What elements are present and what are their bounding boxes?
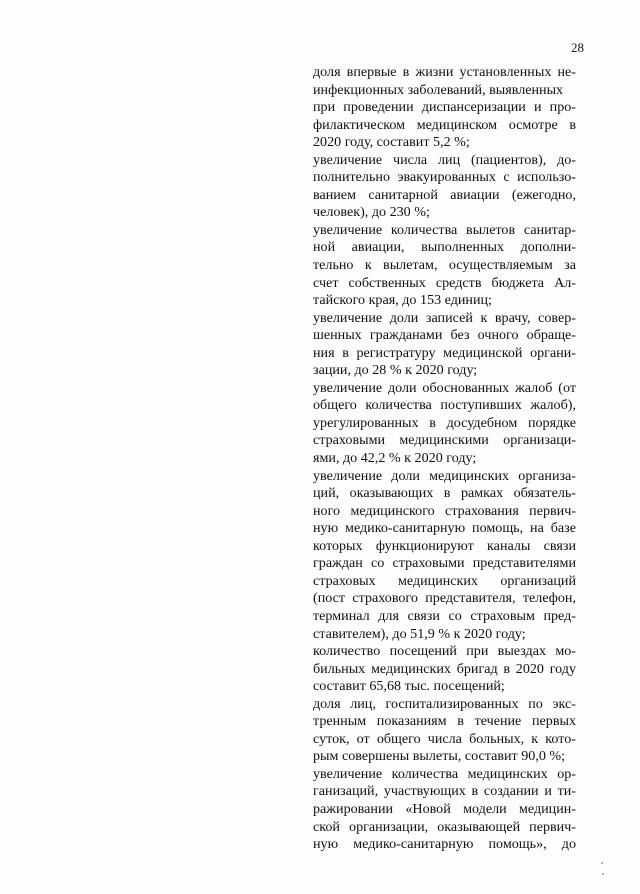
text-line: шенных гражданами без очного обраще- (313, 327, 576, 344)
text-line: страховыми медицинскими организаци- (313, 432, 576, 449)
text-line: составит 65,68 тыс. посещений; (313, 678, 505, 695)
text-line: ного медицинского страхования первич- (313, 502, 576, 519)
text-line: филактическом медицинском осмотре в (313, 116, 576, 133)
text-line: полнительно эвакуированных с использо- (313, 169, 576, 186)
text-line: доля лиц, госпитализированных по экс- (313, 695, 576, 712)
text-line: 2020 году, составит 5,2 %; (313, 134, 470, 151)
text-line: ставителем), до 51,9 % к 2020 году; (313, 625, 526, 642)
text-line: инфекционных заболеваний, выявленных (313, 81, 564, 98)
text-line: ной авиации, выполненных дополни- (313, 239, 576, 256)
text-line: увеличение количества медицинских ор- (313, 765, 576, 782)
text-line: увеличение доли медицинских организа- (313, 467, 576, 484)
text-line: которых функционируют каналы связи (313, 537, 576, 554)
text-line: тайского края, до 153 единиц; (313, 292, 492, 309)
text-line: страховых медицинских организаций (313, 572, 576, 589)
text-line: ской организации, оказывающей первич- (313, 818, 576, 835)
text-line: ную медико-санитарную помощь, на базе (313, 520, 576, 537)
text-line: доля впервые в жизни установленных не- (313, 64, 576, 80)
text-line: бильных медицинских бригад в 2020 году (313, 660, 576, 677)
text-line: ганизаций, участвующих в создании и ти- (313, 783, 576, 800)
text-line: суток, от общего числа больных, к кото- (313, 730, 576, 747)
scan-speck (602, 873, 604, 875)
text-line: при проведении диспансеризации и про- (313, 99, 576, 116)
text-line: терминал для связи со страховым пред- (313, 607, 576, 624)
text-line: увеличение числа лиц (пациентов), до- (313, 151, 576, 168)
body-text-column (313, 64, 576, 854)
text-line: (пост страхового представителя, телефон, (313, 590, 576, 607)
text-line: ций, оказывающих в рамках обязатель- (313, 485, 576, 502)
text-line: ражировании «Новой модели медицин- (313, 800, 576, 817)
text-line: тельно к вылетам, осуществляемым за (313, 257, 576, 274)
text-line: граждан со страховыми представителями (313, 555, 576, 572)
text-line: ную медико-санитарную помощь», до (313, 836, 576, 853)
text-line: счет собственных средств бюджета Ал- (313, 274, 576, 291)
text-line: рым совершены вылеты, составит 90,0 %; (313, 748, 566, 765)
text-line: увеличение доли обоснованных жалоб (от (313, 379, 576, 396)
text-line: ями, до 42,2 % к 2020 году; (313, 450, 477, 467)
text-line: ванием санитарной авиации (ежегодно, (313, 186, 576, 203)
text-line: увеличение количества вылетов санитар- (313, 221, 576, 238)
text-line: зации, до 28 % к 2020 году; (313, 362, 478, 379)
text-line: ния в регистратуру медицинской органи- (313, 344, 576, 361)
text-line: урегулированных в досудебном порядке (313, 414, 576, 431)
page-number: 28 (571, 40, 584, 55)
text-line: тренным показаниям в течение первых (313, 713, 576, 730)
text-line: увеличение доли записей к врачу, совер- (313, 309, 576, 326)
scan-speck (601, 862, 603, 864)
text-line: количество посещений при выездах мо- (313, 643, 576, 660)
text-line: общего количества поступивших жалоб), (313, 397, 576, 414)
text-line: человек), до 230 %; (313, 204, 430, 221)
